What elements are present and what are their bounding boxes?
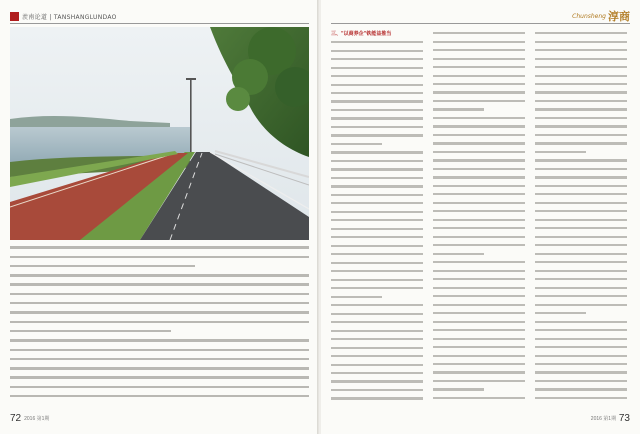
text-line [433,270,525,276]
road-landscape-photo [10,27,309,240]
page-number: 73 [618,413,630,424]
text-line [433,125,525,131]
text-line [535,295,627,301]
text-line [535,108,627,114]
text-line [331,160,423,166]
text-line [535,91,627,97]
text-column-1 [331,30,423,400]
section-mark-icon [10,12,19,21]
issue-label: 2016 第1期 [590,415,617,422]
header-rule [10,23,309,24]
text-line [331,372,423,378]
text-line [535,151,627,157]
text-line [535,270,627,276]
brand-english: Chunsheng [572,12,606,20]
text-line [433,371,525,377]
brand-header [572,8,630,24]
text-line [331,253,423,259]
text-line [535,185,627,191]
text-line [331,151,423,157]
text-line [331,262,423,268]
text-line [433,278,525,284]
text-line [535,75,627,81]
text-line [331,41,423,47]
text-line [331,296,423,302]
text-line [535,210,627,216]
section-header-label: 羨南论道 | TANSHANGLUNDAO [22,13,117,21]
text-line [331,364,423,370]
text-line [433,193,525,199]
text-line [331,338,423,344]
text-line [331,236,423,242]
text-line [331,100,423,106]
text-line [331,58,423,64]
text-line [535,125,627,131]
text-line [331,313,423,319]
text-line [331,194,423,200]
text-line [331,397,423,400]
text-line [535,168,627,174]
text-line [535,100,627,106]
text-line [331,126,423,132]
text-line [535,397,627,400]
text-line [433,287,525,293]
text-column-2 [433,30,525,400]
text-line [535,244,627,250]
brand-logo: 淳商 [608,10,630,23]
text-line [433,185,525,191]
left-page [0,0,319,434]
text-line [331,219,423,225]
text-line [433,202,525,208]
page-number-right [588,413,630,424]
text-line [433,32,525,38]
text-line [535,83,627,89]
text-line [535,142,627,148]
text-line [331,355,423,361]
text-line [433,49,525,55]
text-line [433,108,525,114]
right-page [321,0,640,434]
text-line [433,117,525,123]
text-line [433,363,525,369]
text-line [433,253,525,259]
text-line [331,202,423,208]
text-line [433,244,525,250]
text-line [331,270,423,276]
text-line [535,363,627,369]
text-line [433,388,525,394]
text-line [535,202,627,208]
text-line [433,41,525,47]
text-line [433,142,525,148]
text-line [535,388,627,394]
text-line [433,66,525,72]
text-line [331,177,423,183]
text-line [433,100,525,106]
text-line [535,338,627,344]
text-line [433,338,525,344]
text-line [433,355,525,361]
text-line [433,346,525,352]
text-line [433,397,525,400]
text-line [535,329,627,335]
text-line [331,347,423,353]
text-line [433,151,525,157]
text-line [331,109,423,115]
text-line [535,355,627,361]
text-line [535,176,627,182]
text-line [433,321,525,327]
page-number-left [10,413,49,424]
text-line [433,91,525,97]
text-line [535,219,627,225]
text-line [535,253,627,259]
text-line [331,330,423,336]
text-line [535,49,627,55]
issue-label: 2016 第1期 [24,415,50,422]
text-line [433,227,525,233]
text-line [535,66,627,72]
text-line [331,211,423,217]
text-line [433,380,525,386]
text-line [535,261,627,267]
text-line [535,193,627,199]
text-line [535,32,627,38]
text-line [433,176,525,182]
text-line [331,67,423,73]
text-line [535,41,627,47]
text-line [433,312,525,318]
text-line [331,380,423,386]
section-header [10,10,117,22]
text-line [433,295,525,301]
text-line [535,227,627,233]
text-line [535,278,627,284]
page-number: 72 [10,413,22,424]
text-line [535,321,627,327]
text-line [433,83,525,89]
text-line [535,312,627,318]
text-line [535,117,627,123]
text-line [433,75,525,81]
text-line [433,236,525,242]
text-line [535,380,627,386]
text-line [433,168,525,174]
text-line [535,346,627,352]
text-line [433,261,525,267]
text-line [331,168,423,174]
text-line [433,134,525,140]
text-line [535,287,627,293]
text-line [331,279,423,285]
text-line [331,75,423,81]
text-line [433,329,525,335]
text-line [535,304,627,310]
header-rule [331,23,630,24]
text-line [331,185,423,191]
text-line [331,92,423,98]
left-body-text [10,244,309,404]
text-line [331,304,423,310]
section-title: 三、"以商养企"铁能益推当 [331,31,392,37]
text-line [535,159,627,165]
text-line [535,58,627,64]
text-line [433,219,525,225]
text-line [535,371,627,377]
text-line [331,389,423,395]
text-line [331,50,423,56]
text-line [331,228,423,234]
text-line [535,134,627,140]
text-line [331,134,423,140]
text-line [331,84,423,90]
text-line [535,236,627,242]
text-line [433,159,525,165]
text-line [331,117,423,123]
text-line [433,304,525,310]
text-line [331,287,423,293]
text-line [331,245,423,251]
text-line [433,210,525,216]
text-line [331,321,423,327]
text-column-3 [535,30,627,400]
text-line [331,143,423,149]
text-line [433,58,525,64]
